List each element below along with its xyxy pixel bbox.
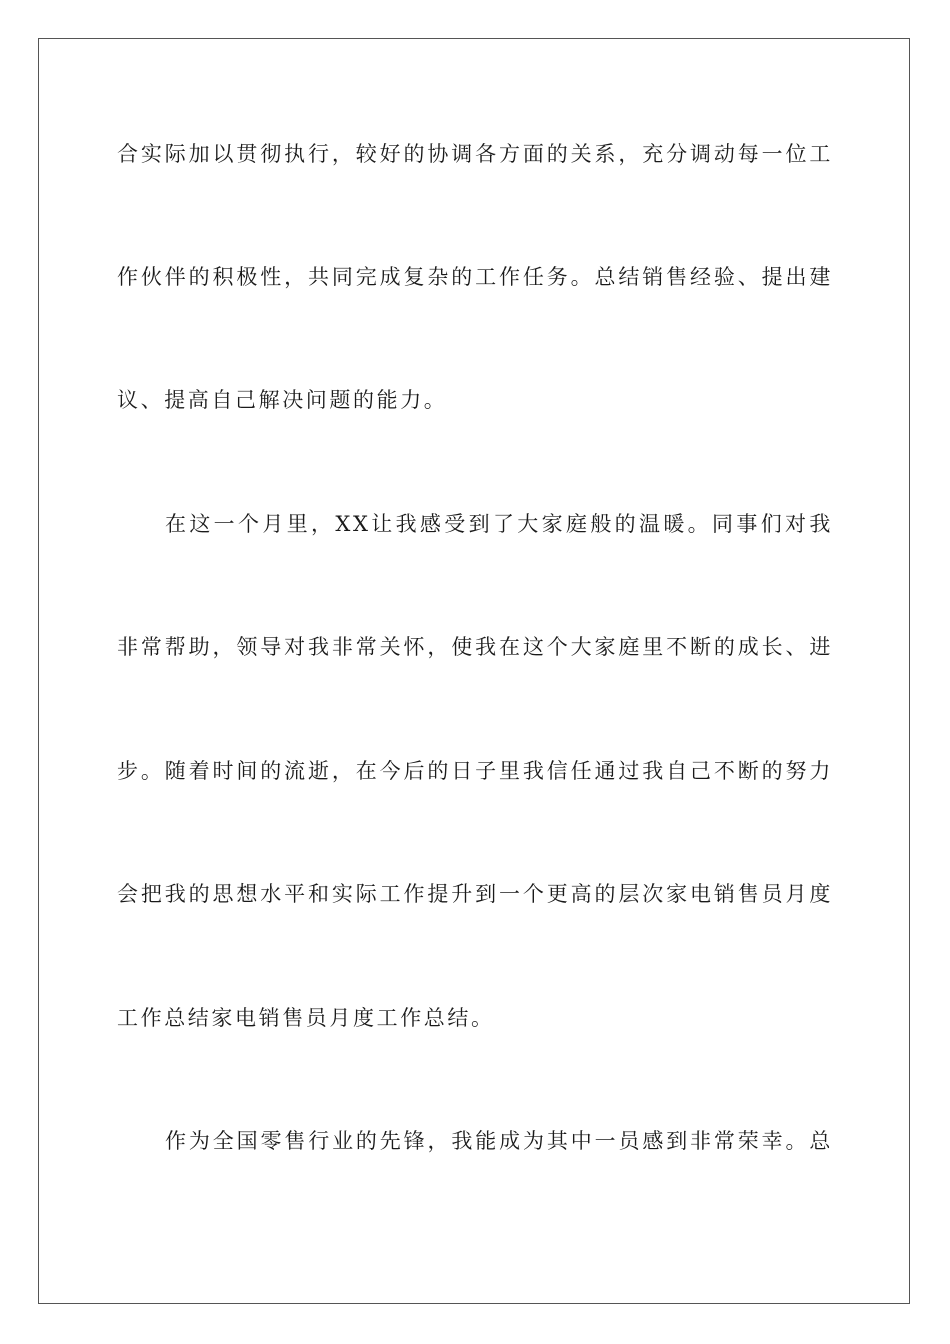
text-line: 议、提高自己解决问题的能力。: [117, 388, 448, 412]
paragraph-start-line: 作为全国零售行业的先锋，我能成为其中一员感到非常荣幸。总: [165, 1129, 833, 1153]
text-line: 会把我的思想水平和实际工作提升到一个更高的层次家电销售员月度: [117, 882, 833, 906]
text-line: 合实际加以贯彻执行，较好的协调各方面的关系，充分调动每一位工: [117, 142, 833, 166]
text-line: 工作总结家电销售员月度工作总结。: [117, 1006, 495, 1030]
text-line: 作伙伴的积极性，共同完成复杂的工作任务。总结销售经验、提出建: [117, 265, 833, 289]
text-line: 步。随着时间的流逝，在今后的日子里我信任通过我自己不断的努力: [117, 759, 833, 783]
text-line: 非常帮助，领导对我非常关怀，使我在这个大家庭里不断的成长、进: [117, 635, 833, 659]
paragraph-start-line: 在这一个月里，XX让我感受到了大家庭般的温暖。同事们对我: [165, 512, 833, 536]
page-border: [38, 38, 910, 1304]
